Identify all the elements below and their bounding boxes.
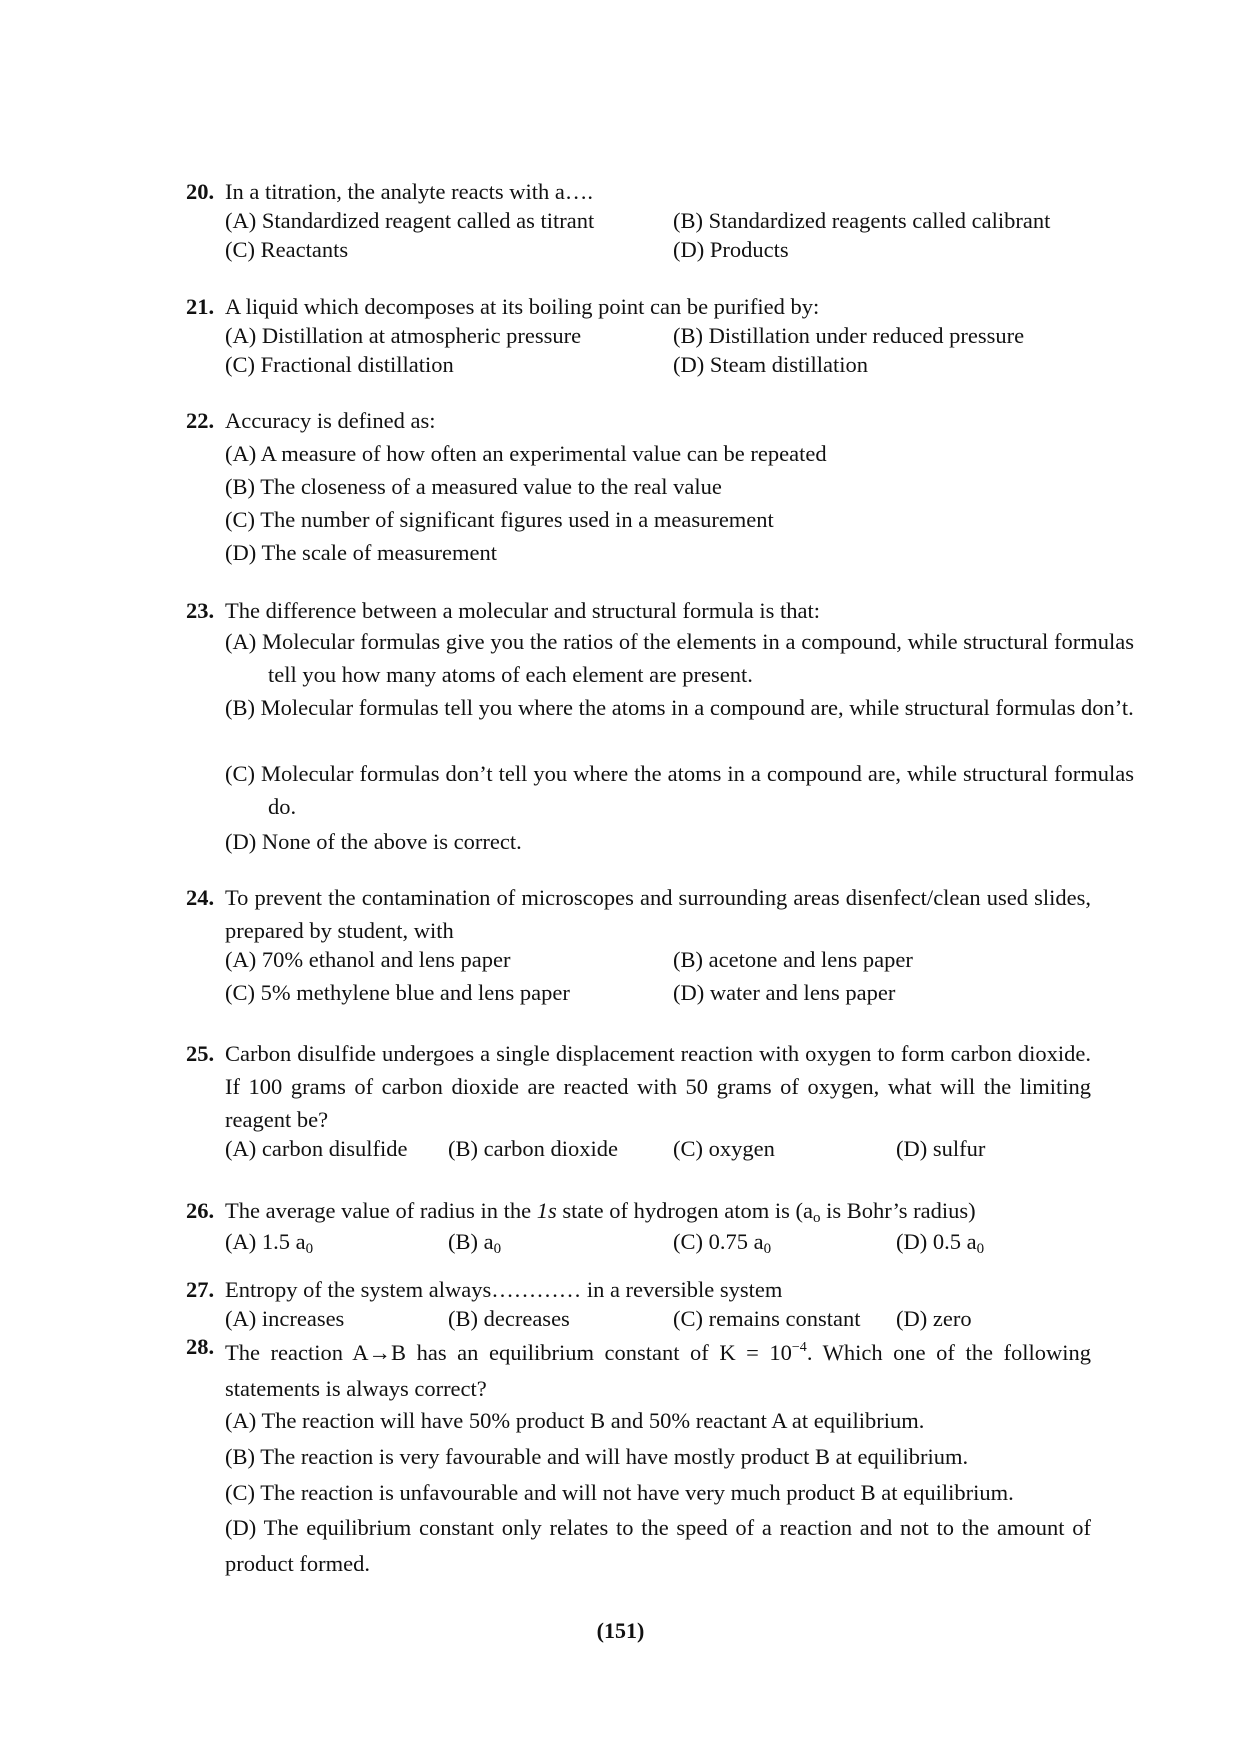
question-number: 28. [186,1334,215,1359]
option-c: (C) The number of significant figures used in a measurement [225,507,774,532]
question-21 [186,292,1091,377]
option-b: (B) acetone and lens paper [673,947,913,972]
option-b: (B) decreases [448,1306,570,1331]
question-number: 27. [186,1277,215,1302]
question-text: The reaction A→B has an equilibrium constant of $K = 10^{-4}$. Which one of the following statements is always correct? [225,1340,1092,1401]
question-number: 22. [186,408,215,433]
question-text: The average value of radius in the 1s state of hydrogen atom is ($a_o$ is Bohr’s radius) [225,1198,976,1226]
option-b: (B) Standardized reagents called calibrant [673,208,1051,233]
option-a: (A) increases [225,1306,345,1331]
question-text: To prevent the contamination of microscopes and surrounding areas disenfect/clean used slides, prepared by student, with [225,885,1091,943]
option-a: (A) 70% ethanol and lens paper [225,947,511,972]
option-c: (C) oxygen [673,1136,775,1161]
option-c: (C) Reactants [225,237,349,262]
option-c: (C) 0.75 $a_0$ [673,1229,772,1257]
option-b: (B) Distillation under reduced pressure [673,323,1025,348]
question-text: Carbon disulfide undergoes a single displacement reaction with oxygen to form carbon dioxide. If 100 grams of carbon dioxide are reacted with 50 grams of oxygen, what will the limiting reagent be? [225,1041,1091,1132]
option-d: (D) None of the above is correct. [225,829,522,854]
option-a: (A) Distillation at atmospheric pressure [225,323,582,348]
question-20 [186,177,1091,262]
option-b: (B) $a_0$ [448,1229,502,1257]
option-a: (A) A measure of how often an experimental value can be repeated [225,441,827,466]
question-number: 20. [186,179,215,204]
question-text: The difference between a molecular and structural formula is that: [225,598,820,623]
option-b: (B) Molecular formulas tell you where the atoms in a compound are, while structural formulas don’t. [225,695,1134,720]
option-c: (C) Fractional distillation [225,352,454,377]
question-text: A liquid which decomposes at its boiling point can be purified by: [225,294,820,319]
question-26 [186,1196,1091,1257]
option-a: (A) The reaction will have 50% product B and 50% reactant A at equilibrium. [225,1408,925,1433]
option-a: (A) 1.5 $a_0$ [225,1229,314,1257]
question-22 [186,406,1091,565]
question-text: Entropy of the system always………… in a reversible system [225,1277,783,1302]
option-c: (C) Molecular formulas don’t tell you where the atoms in a compound are, while structural formulas do. [225,761,1134,819]
question-27 [186,1275,1091,1331]
question-number: 25. [186,1041,215,1066]
question-text: In a titration, the analyte reacts with a…. [225,179,593,204]
option-d: (D) zero [896,1306,972,1331]
option-d: (D) The equilibrium constant only relates to the speed of a reaction and not to the amount of product formed. [225,1515,1091,1576]
question-number: 24. [186,885,215,910]
question-number: 21. [186,294,215,319]
option-a: (A) Molecular formulas give you the ratios of the elements in a compound, while structural formulas tell you how many atoms of each element are present. [225,629,1134,687]
option-c: (C) 5% methylene blue and lens paper [225,980,570,1005]
question-23 [186,596,1134,854]
option-d: (D) Steam distillation [673,352,868,377]
option-d: (D) water and lens paper [673,980,896,1005]
option-b: (B) carbon dioxide [448,1136,618,1161]
option-c: (C) The reaction is unfavourable and will not have very much product B at equilibrium. [225,1480,1014,1505]
question-text: Accuracy is defined as: [225,408,436,433]
option-b: (B) The reaction is very favourable and will have mostly product B at equilibrium. [225,1444,969,1469]
option-c: (C) remains constant [673,1306,861,1331]
option-d: (D) The scale of measurement [225,540,497,565]
option-a: (A) carbon disulfide [225,1136,408,1161]
option-d: (D) sulfur [896,1136,986,1161]
question-number: 23. [186,598,215,623]
question-number: 26. [186,1198,215,1223]
option-d: (D) 0.5 $a_0$ [896,1229,985,1257]
option-a: (A) Standardized reagent called as titrant [225,208,595,233]
option-d: (D) Products [673,237,789,262]
option-b: (B) The closeness of a measured value to the real value [225,474,722,499]
page-number: (151) [596,1618,645,1643]
